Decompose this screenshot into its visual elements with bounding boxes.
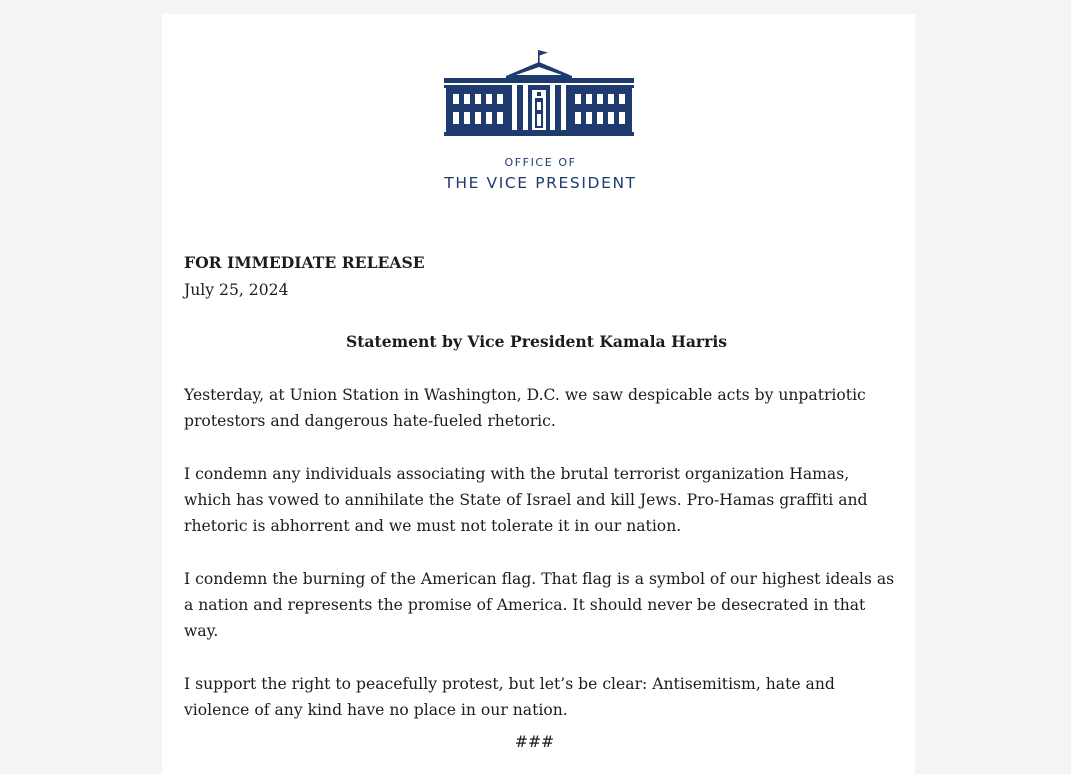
white-house-icon — [444, 50, 634, 138]
statement-body — [184, 382, 900, 750]
release-label: FOR IMMEDIATE RELEASE — [184, 253, 425, 272]
letterhead-office-of: OFFICE OF — [504, 156, 577, 169]
paragraph: I support the right to peacefully protest, but let’s be clear: Antisemitism, hate and violence of any kind have no place in our nation. — [184, 675, 835, 719]
statement-headline: Statement by Vice President Kamala Harris — [345, 332, 728, 351]
paragraph: I condemn any individuals associating with the brutal terrorist organization Hamas, which has vowed to annihilate the State of Israel and kill Jews. Pro-Hamas graffiti and rhetoric is abhorrent and we must not tolerate it in our nation. — [184, 465, 868, 535]
paragraph: Yesterday, at Union Station in Washington, D.C. we saw despicable acts by unpatriotic protestors and dangerous hate-fueled rhetoric. — [184, 386, 866, 430]
release-date: July 25, 2024 — [184, 281, 289, 299]
letterhead-title: THE VICE PRESIDENT — [444, 174, 637, 192]
press-release-page — [162, 14, 915, 774]
paragraph: I condemn the burning of the American flag. That flag is a symbol of our highest ideals as a nation and represents the promise of America. It should never be desecrated in that way. — [184, 570, 895, 640]
end-mark: ### — [514, 733, 555, 751]
